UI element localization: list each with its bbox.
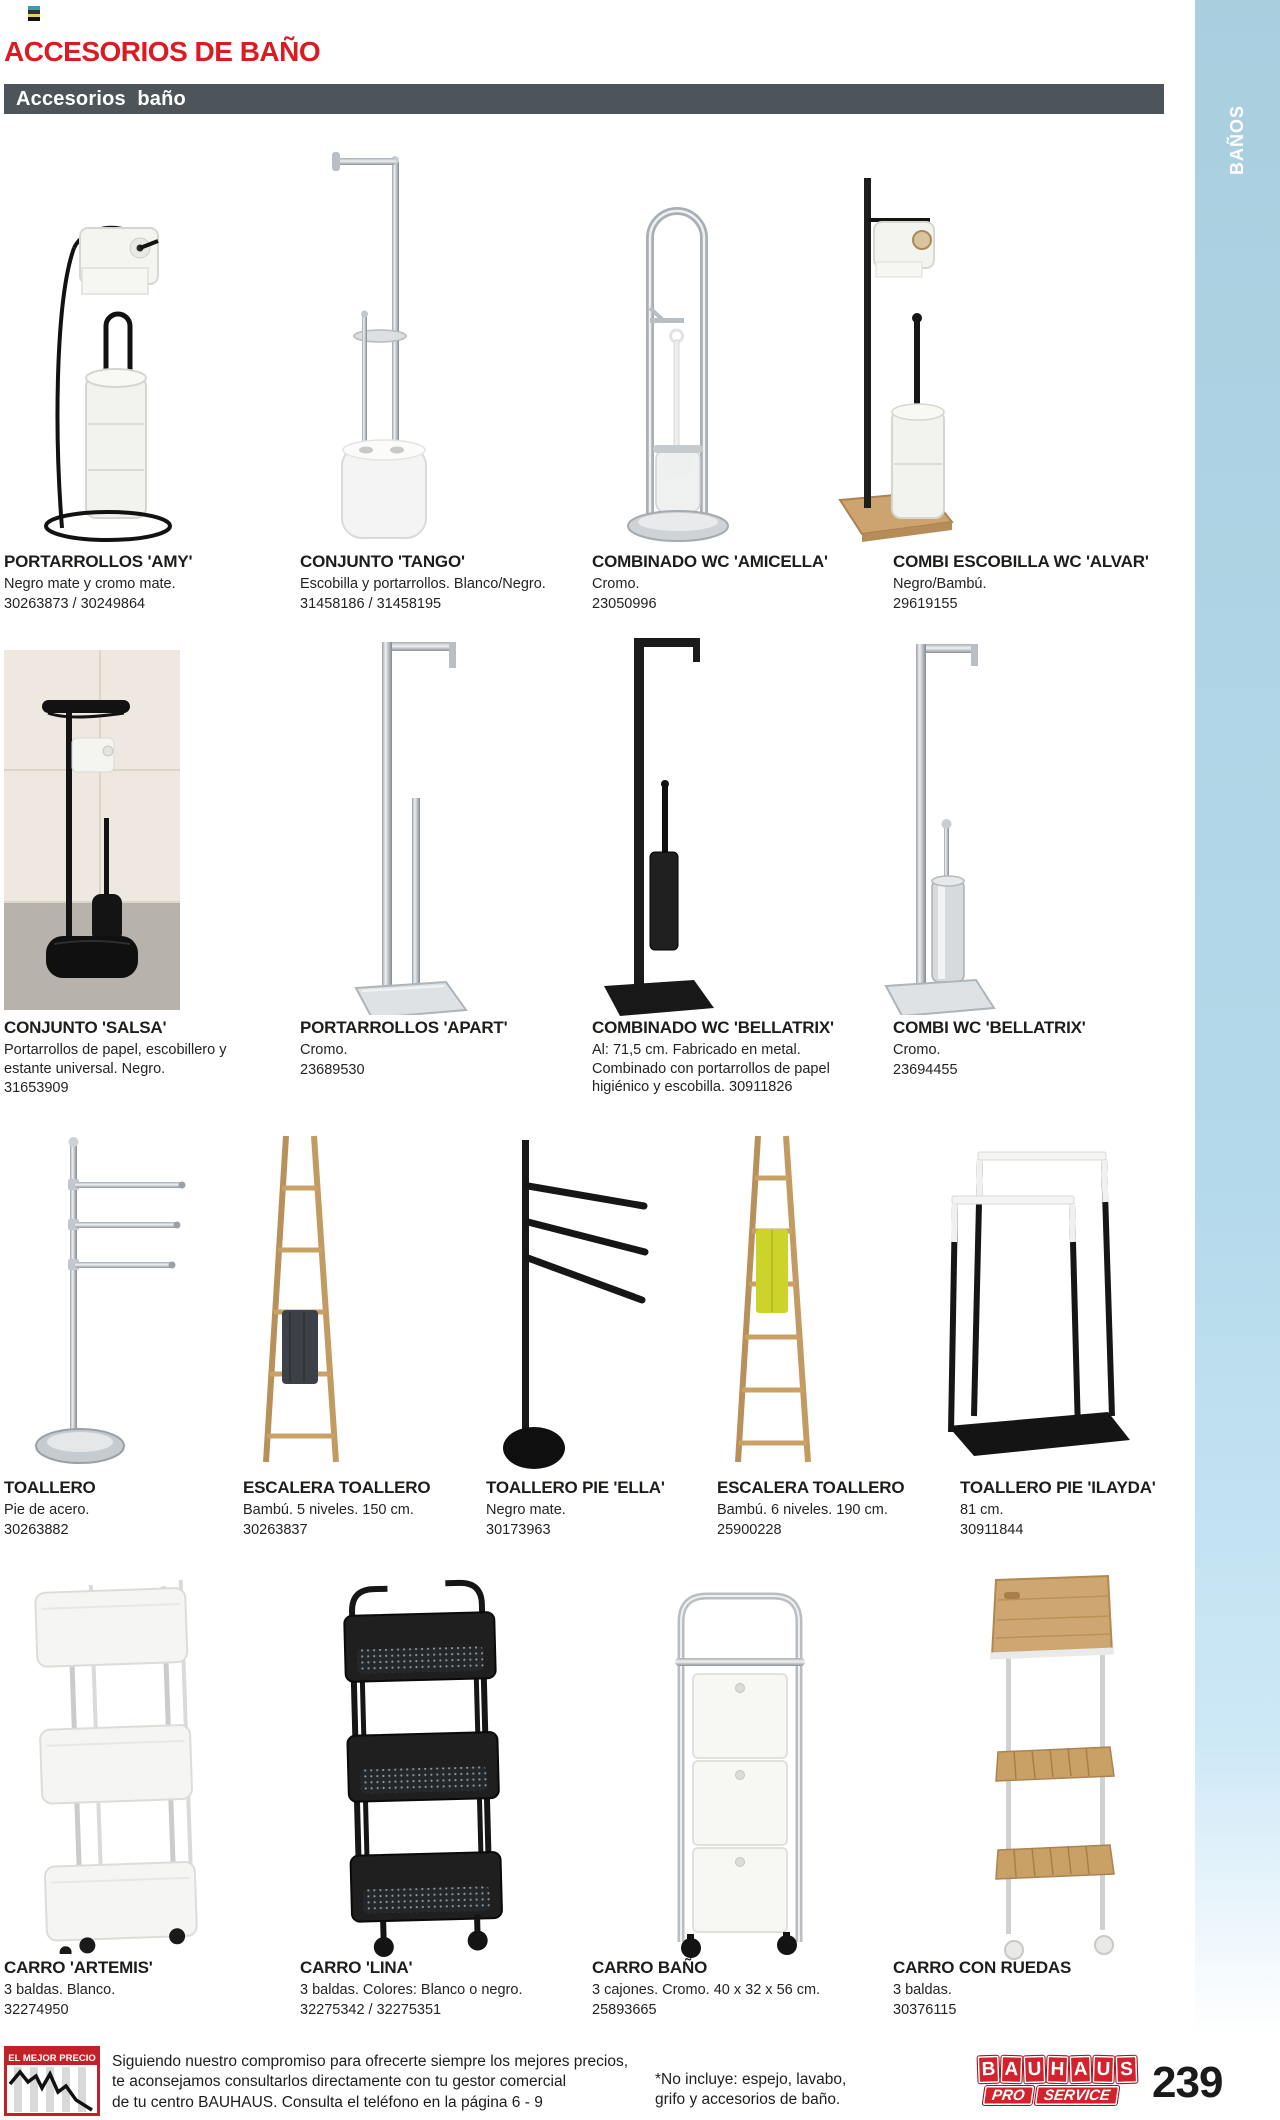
product-name: CONJUNTO 'SALSA': [4, 1018, 167, 1037]
bauhaus-logo: [978, 2056, 1148, 2105]
product-image-escalera-5: [252, 1130, 352, 1470]
product-sku: 30376115: [893, 2001, 957, 2018]
product-caption: [893, 1958, 1173, 2020]
section-header-label: Accesorios baño: [16, 87, 186, 110]
product-image-carro-bano: [635, 1562, 855, 1958]
product-caption: [717, 1478, 942, 1540]
product-image-carro-ruedas: [962, 1562, 1152, 1962]
footer-disclaimer-line2: grifo y accesorios de baño.: [655, 2091, 841, 2109]
footer-note: [112, 2052, 628, 2113]
product-sku: 32275342 / 32275351: [300, 2001, 442, 2018]
product-desc: Cromo.: [893, 1042, 941, 1059]
product-sku: 29619155: [893, 595, 958, 612]
product-name: TOALLERO PIE 'ILAYDA': [960, 1478, 1156, 1497]
product-image-toallero-ilayda: [948, 1130, 1130, 1470]
product-desc: Negro mate y cromo mate.: [4, 576, 176, 593]
product-desc: Escobilla y portarrollos. Blanco/Negro.: [300, 576, 546, 593]
product-sku: 30911844: [960, 1521, 1024, 1538]
footer-disclaimer-line1: *No incluye: espejo, lavabo,: [655, 2071, 847, 2088]
product-caption: [4, 1958, 229, 2020]
product-desc: Cromo.: [592, 576, 640, 593]
product-desc: 81 cm.: [960, 1502, 1004, 1519]
product-sku: 30263882: [4, 1521, 69, 1538]
product-sku: 23050996: [592, 595, 657, 612]
product-caption: [243, 1478, 468, 1540]
category-tab: [1195, 90, 1280, 190]
footer-note-line1: Siguiendo nuestro compromiso para ofrecerte siempre los mejores precios,: [112, 2053, 629, 2070]
product-caption: [4, 1478, 229, 1540]
product-caption: [592, 1018, 840, 1098]
product-image-apart: [352, 630, 470, 1015]
product-name: COMBI WC 'BELLATRIX': [893, 1018, 1086, 1037]
product-name: PORTARROLLOS 'AMY': [4, 552, 193, 571]
product-desc: Bambú. 6 niveles. 190 cm.: [717, 1502, 888, 1519]
product-caption: [300, 1018, 570, 1080]
product-name: COMBINADO WC 'AMICELLA': [592, 552, 828, 571]
product-sku: 23689530: [300, 1061, 365, 1078]
footer-note-line2: te aconsejamos consultarlos directamente con tu gestor comercial: [112, 2073, 567, 2091]
product-caption: [893, 1018, 1183, 1080]
product-image-tango: [318, 128, 448, 548]
product-name: COMBI ESCOBILLA WC 'ALVAR': [893, 552, 1149, 571]
bauhaus-logo-letter: H: [1047, 2056, 1069, 2084]
section-header-bar: [4, 84, 1164, 114]
page-number: 239: [1152, 2058, 1223, 2107]
bauhaus-logo-tiles: [978, 2056, 1148, 2083]
product-image-amy: [28, 128, 188, 548]
product-name: COMBINADO WC 'BELLATRIX': [592, 1018, 834, 1037]
product-sku: 30263837: [243, 1521, 308, 1538]
product-caption: [960, 1478, 1190, 1540]
product-image-toallero-pie: [30, 1130, 200, 1470]
product-image-amicella: [622, 150, 734, 548]
product-caption: [592, 552, 877, 614]
product-image-toallero-ella: [490, 1130, 655, 1470]
pro-service-logo: [984, 2086, 1148, 2105]
product-name: CARRO CON RUEDAS: [893, 1958, 1072, 1977]
bauhaus-logo-letter: U: [1024, 2056, 1046, 2084]
product-sku: 25900228: [717, 1521, 782, 1538]
pro-label: PRO: [983, 2086, 1034, 2105]
product-image-escalera-6: [724, 1130, 824, 1470]
product-sku: 31458186 / 31458195: [300, 595, 442, 612]
product-name: CARRO BAÑO: [592, 1958, 708, 1977]
best-price-badge-label: EL MEJOR PRECIO: [8, 2053, 96, 2064]
product-name: CARRO 'ARTEMIS': [4, 1958, 153, 1977]
product-desc: Al: 71,5 cm. Fabricado en metal. Combinado con portarrollos de papel higiénico y escobilla. 30911826: [592, 1042, 830, 1096]
product-sku: 25893665: [592, 2001, 657, 2018]
product-name: TOALLERO: [4, 1478, 96, 1497]
best-price-badge: [4, 2046, 100, 2116]
product-name: CONJUNTO 'TANGO': [300, 552, 465, 571]
product-name: ESCALERA TOALLERO: [717, 1478, 905, 1497]
product-image-salsa: [4, 650, 180, 1010]
product-sku: 30173963: [486, 1521, 551, 1538]
product-desc: Portarrollos de papel, escobillero y estante universal. Negro.: [4, 1042, 227, 1077]
product-image-bellatrix-combinado: [592, 628, 722, 1016]
product-desc: 3 baldas.: [893, 1982, 952, 1999]
category-sidebar: [1195, 0, 1280, 2120]
product-name: TOALLERO PIE 'ELLA': [486, 1478, 665, 1497]
bauhaus-logo-letter: S: [1116, 2056, 1138, 2084]
footer-disclaimer: [655, 2070, 846, 2111]
product-caption: [4, 552, 219, 614]
product-name: CARRO 'LINA': [300, 1958, 413, 1977]
page-title: ACCESORIOS DE BAÑO: [4, 36, 321, 67]
product-image-carro-artemis: [15, 1562, 235, 1954]
bauhaus-logo-letter: U: [1093, 2056, 1115, 2084]
product-image-bellatrix-combi: [880, 630, 998, 1015]
product-caption: [893, 552, 1183, 614]
product-desc: Pie de acero.: [4, 1502, 90, 1519]
product-sku: 30263873 / 30249864: [4, 595, 146, 612]
category-tab-label: BAÑOS: [1227, 104, 1247, 175]
product-desc: Cromo.: [300, 1042, 348, 1059]
bauhaus-logo-letter: A: [1001, 2056, 1023, 2084]
product-caption: [4, 1018, 232, 1098]
product-sku: 32274950: [4, 2001, 69, 2018]
product-desc: Bambú. 5 niveles. 150 cm.: [243, 1502, 414, 1519]
product-sku: 23694455: [893, 1061, 958, 1078]
product-name: PORTARROLLOS 'APART': [300, 1018, 508, 1037]
bauhaus-logo-letter: A: [1070, 2056, 1092, 2084]
product-caption: [486, 1478, 711, 1540]
product-sku: 31653909: [4, 1080, 69, 1097]
product-desc: Negro mate.: [486, 1502, 566, 1519]
footer-note-line3: de tu centro BAUHAUS. Consulta el teléfono en la página 6 - 9: [112, 2093, 543, 2111]
product-image-carro-lina: [308, 1562, 532, 1962]
product-caption: [300, 1958, 570, 2020]
print-registration-mark: [28, 6, 40, 21]
product-caption: [592, 1958, 872, 2020]
bauhaus-logo-letter: B: [978, 2056, 1000, 2084]
product-image-alvar: [832, 170, 960, 548]
product-desc: 3 baldas. Blanco.: [4, 1982, 116, 1999]
product-desc: Negro/Bambú.: [893, 576, 987, 593]
product-desc: 3 baldas. Colores: Blanco o negro.: [300, 1982, 523, 1999]
product-name: ESCALERA TOALLERO: [243, 1478, 431, 1497]
product-desc: 3 cajones. Cromo. 40 x 32 x 56 cm.: [592, 1982, 821, 1999]
product-caption: [300, 552, 570, 614]
service-label: SERVICE: [1034, 2086, 1119, 2105]
